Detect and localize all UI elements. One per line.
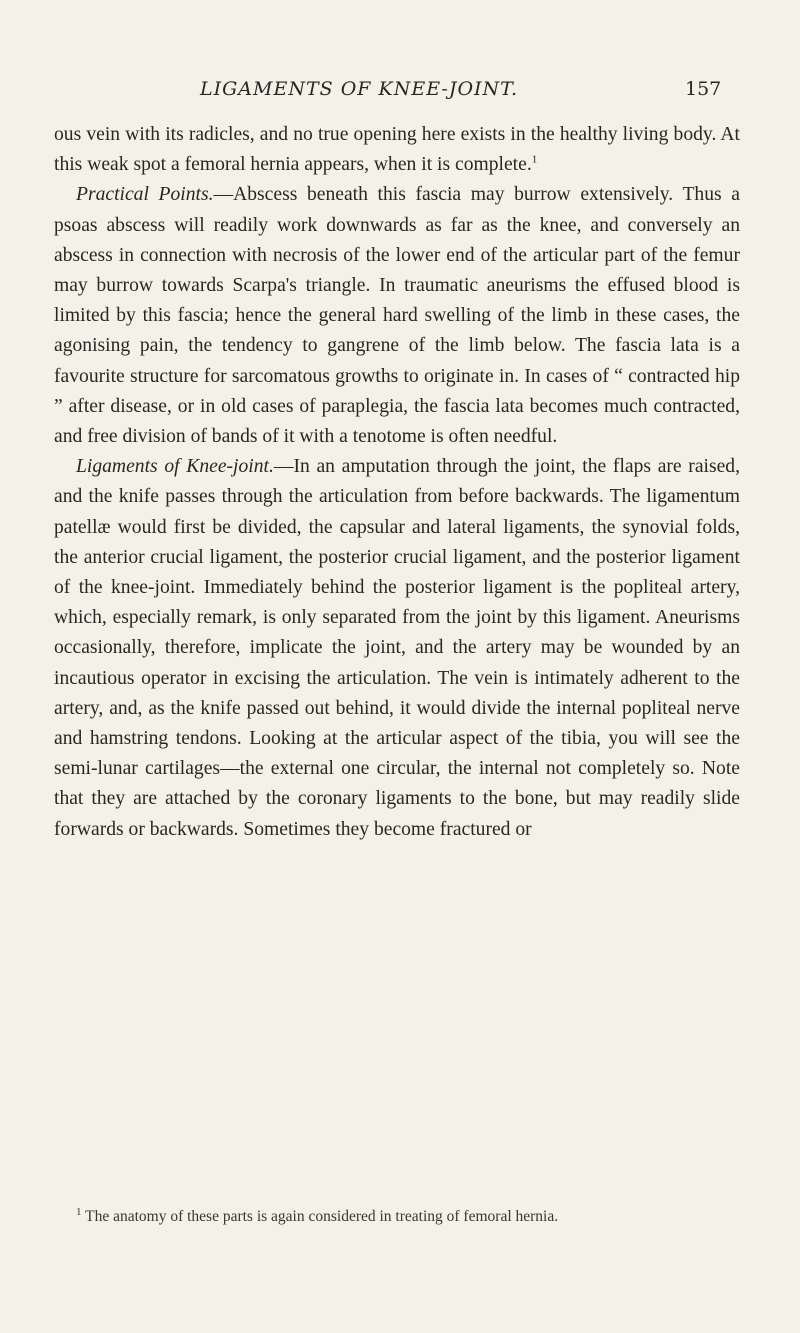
paragraph-text: —Abscess beneath this fascia may burrow extensively. Thus a psoas abscess will readily work downwards as far as the knee, and conversely an abscess in connection with necrosis of the lower end of the articular part of the femur may burrow towards Scarpa's triangle. In traumatic aneurisms the effused blood is limited by this fascia; hence the general hard swelling of the limb in these cases, the agonising pain, the tendency to gangrene of the limb below. The fascia lata is a favourite structure for sarcomatous growths to originate in. In cases of “ contracted hip ” after disease, or in old cases of paraplegia, the fascia lata becomes much contracted, and free division of bands of it with a tenotome is often needful. bbox=[54, 184, 740, 448]
body-text bbox=[54, 120, 740, 845]
paragraph-hernia bbox=[54, 120, 740, 180]
section-heading-ligaments: Ligaments of Knee-joint. bbox=[76, 456, 274, 478]
page-number: 157 bbox=[685, 78, 722, 100]
footnote bbox=[54, 1207, 740, 1227]
page-header bbox=[0, 78, 800, 108]
footnote-reference: 1 bbox=[531, 153, 538, 166]
paragraph-ligaments bbox=[54, 452, 740, 845]
footnote-text: The anatomy of these parts is again considered in treating of femoral hernia. bbox=[81, 1208, 559, 1225]
footnote-marker: 1 bbox=[76, 1205, 82, 1218]
section-heading-practical-points: Practical Points. bbox=[76, 184, 214, 206]
paragraph-text: —In an amputation through the joint, the flaps are raised, and the knife passes through the articulation from before backwards. The ligamentum patellæ would first be divided, the capsular and lateral ligaments, the synovial folds, the anterior crucial ligament, the posterior crucial ligament, and the posterior ligament of the knee-joint. Immediately behind the posterior ligament is the popliteal artery, which, especially remark, is only separated from the joint by this ligament. Aneurisms occasionally, therefore, implicate the joint, and the artery may be wounded by an incautious operator in excising the articulation. The vein is intimately adherent to the artery, and, as the knife passed out behind, it would divide the internal popliteal nerve and hamstring tendons. Looking at the articular aspect of the tibia, you will see the semi-lunar cartilages—the external one circular, the internal not completely so. Note that they are attached by the coronary ligaments to the bone, but may readily slide forwards or backwards. Sometimes they become fractured or bbox=[54, 456, 740, 840]
paragraph-practical-points bbox=[54, 180, 740, 452]
paragraph-text: ous vein with its radicles, and no true opening here exists in the healthy living body. At this weak spot a femoral hernia appears, when it is complete. bbox=[54, 124, 740, 176]
running-head: LIGAMENTS OF KNEE-JOINT. bbox=[200, 78, 519, 100]
